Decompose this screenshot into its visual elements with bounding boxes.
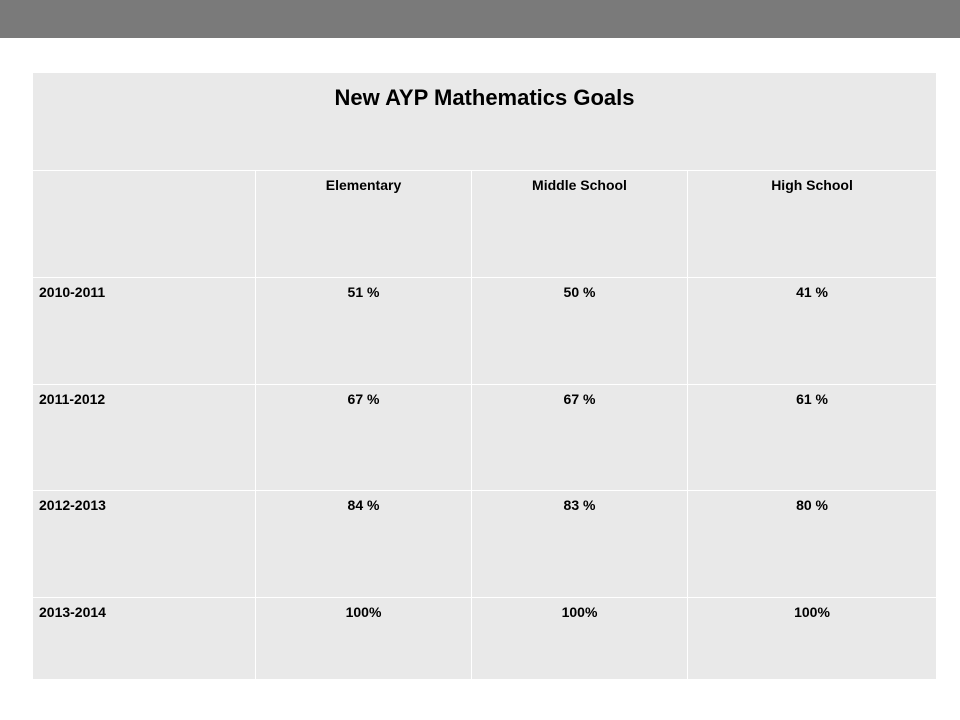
header-middle-school: Middle School <box>472 171 688 278</box>
header-row <box>33 171 937 278</box>
top-bar <box>0 0 960 38</box>
middle-school-cell: 50 % <box>472 278 688 385</box>
year-cell: 2013-2014 <box>33 597 256 679</box>
table-row <box>33 597 937 679</box>
table-row <box>33 384 937 491</box>
elementary-cell: 100% <box>256 597 472 679</box>
table-row <box>33 278 937 385</box>
table-row <box>33 491 937 598</box>
header-year-cell <box>33 171 256 278</box>
ayp-goals-table <box>32 72 937 680</box>
header-high-school: High School <box>688 171 937 278</box>
year-cell: 2012-2013 <box>33 491 256 598</box>
high-school-cell: 61 % <box>688 384 937 491</box>
high-school-cell: 80 % <box>688 491 937 598</box>
header-elementary: Elementary <box>256 171 472 278</box>
title-row <box>33 73 937 171</box>
elementary-cell: 84 % <box>256 491 472 598</box>
high-school-cell: 41 % <box>688 278 937 385</box>
elementary-cell: 51 % <box>256 278 472 385</box>
high-school-cell: 100% <box>688 597 937 679</box>
middle-school-cell: 100% <box>472 597 688 679</box>
middle-school-cell: 83 % <box>472 491 688 598</box>
table-title: New AYP Mathematics Goals <box>33 73 937 171</box>
elementary-cell: 67 % <box>256 384 472 491</box>
year-cell: 2011-2012 <box>33 384 256 491</box>
year-cell: 2010-2011 <box>33 278 256 385</box>
middle-school-cell: 67 % <box>472 384 688 491</box>
